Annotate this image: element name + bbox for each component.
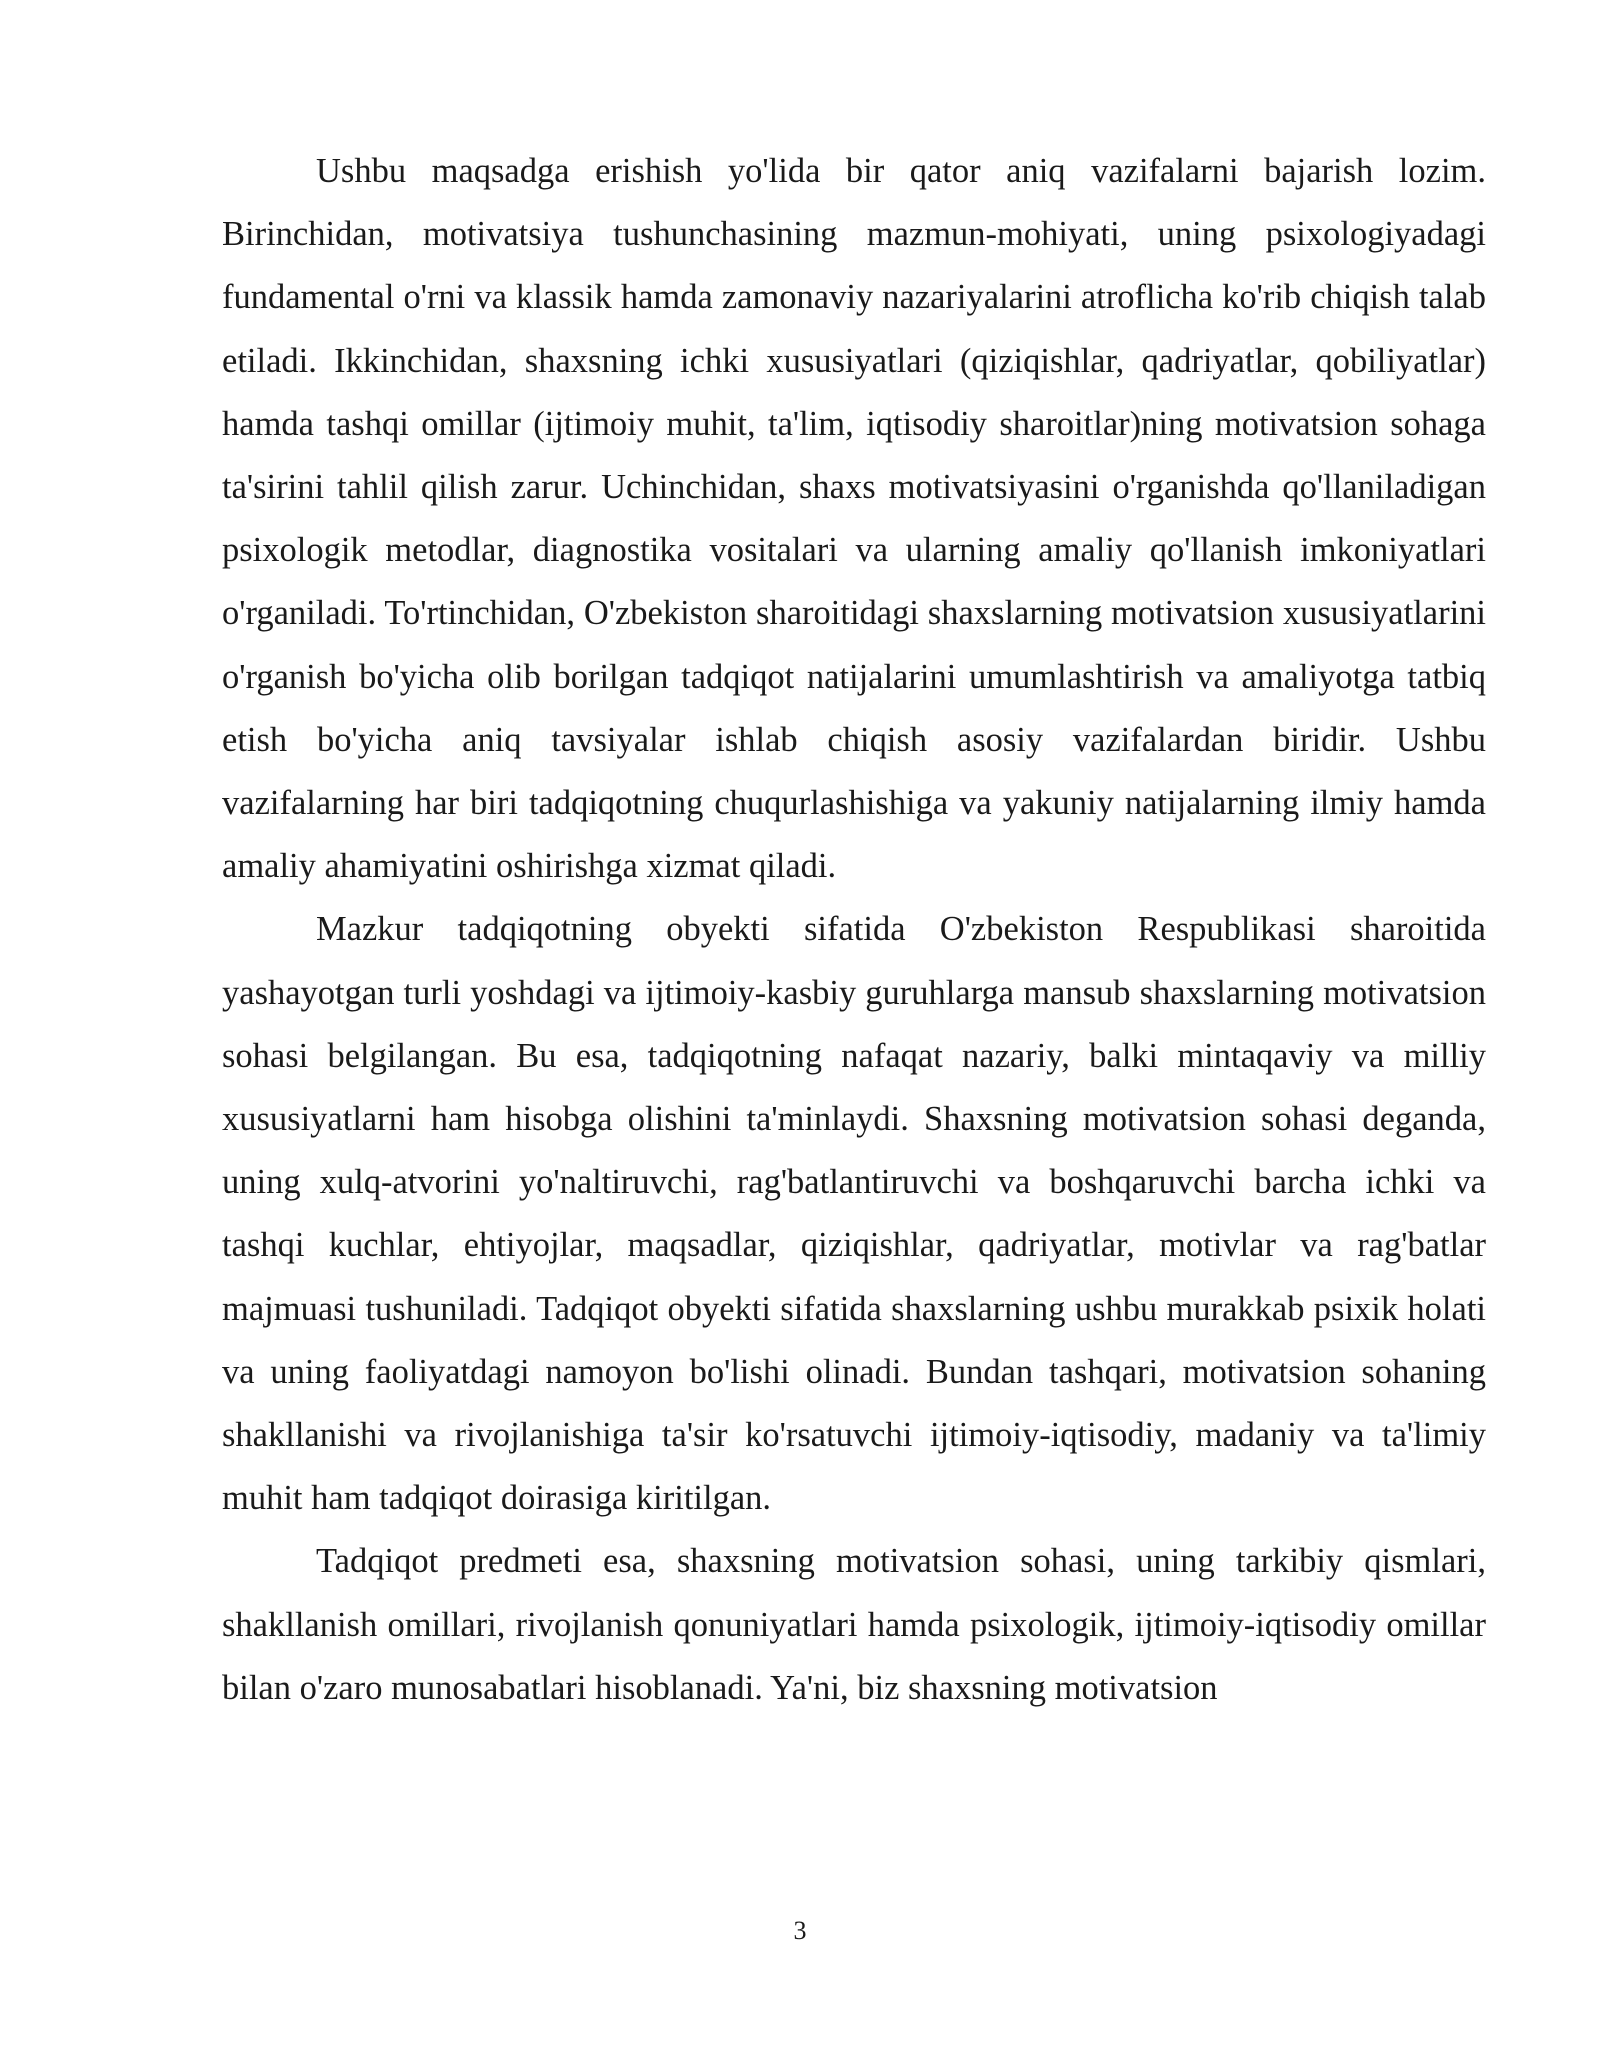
paragraph-research-object: Mazkur tadqiqotning obyekti sifatida O'zbekiston Respublikasi sharoitida yashayotgan turli yoshdagi va ijtimoiy-kasbiy guruhlarga mansub shaxslarning motivatsion sohasi belgilangan. Bu esa, tadqiqotning nafaqat nazariy, balki mintaqaviy va milliy xususiyatlarni ham hisobga olishini ta'minlaydi. Shaxsning motivatsion sohasi deganda, uning xulq-atvorini yo'naltiruvchi, rag'batlantiruvchi va boshqaruvchi barcha ichki va tashqi kuchlar, ehtiyojlar, maqsadlar, qiziqishlar, qadriyatlar, motivlar va rag'batlar majmuasi tushuniladi. Tadqiqot obyekti sifatida shaxslarning ushbu murakkab psixik holati va uning faoliyatdagi namoyon bo'lishi olinadi. Bundan tashqari, motivatsion sohaning shakllanishi va rivojlanishiga ta'sir ko'rsatuvchi ijtimoiy-iqtisodiy, madaniy va ta'limiy muhit ham tadqiqot doirasiga kiritilgan. (222, 910, 1486, 1518)
paragraph-tasks: Ushbu maqsadga erishish yo'lida bir qator aniq vazifalarni bajarish lozim. Birinchidan, motivatsiya tushunchasining mazmun-mohiyati, uning psixologiyadagi fundamental o'rni va klassik hamda zamonaviy nazariyalarini atroflicha ko'rib chiqish talab etiladi. Ikkinchidan, shaxsning ichki xususiyatlari (qiziqishlar, qadriyatlar, qobiliyatlar) hamda tashqi omillar (ijtimoiy muhit, ta'lim, iqtisodiy sharoitlar)ning motivatsion sohaga ta'sirini tahlil qilish zarur. Uchinchidan, shaxs motivatsiyasini o'rganishda qo'llaniladigan psixologik metodlar, diagnostika vositalari va ularning amaliy qo'llanish imkoniyatlari o'rganiladi. To'rtinchidan, O'zbekiston sharoitidagi shaxslarning motivatsion xususiyatlarini o'rganish bo'yicha olib borilgan tadqiqot natijalarini umumlashtirish va amaliyotga tatbiq etish bo'yicha aniq tavsiyalar ishlab chiqish asosiy vazifalardan biridir. Ushbu vazifalarning har biri tadqiqotning chuqurlashishiga va yakuniy natijalarning ilmiy hamda amaliy ahamiyatini oshirishga xizmat qiladi. (222, 152, 1486, 886)
body-text (222, 140, 1486, 1720)
paragraph-research-subject: Tadqiqot predmeti esa, shaxsning motivatsion sohasi, uning tarkibiy qismlari, shakllanish omillari, rivojlanish qonuniyatlari hamda psixologik, ijtimoiy-iqtisodiy omillar bilan o'zaro munosabatlari hisoblanadi. Ya'ni, biz shaxsning motivatsion (222, 1542, 1486, 1707)
page-number: 3 (793, 1916, 807, 1945)
